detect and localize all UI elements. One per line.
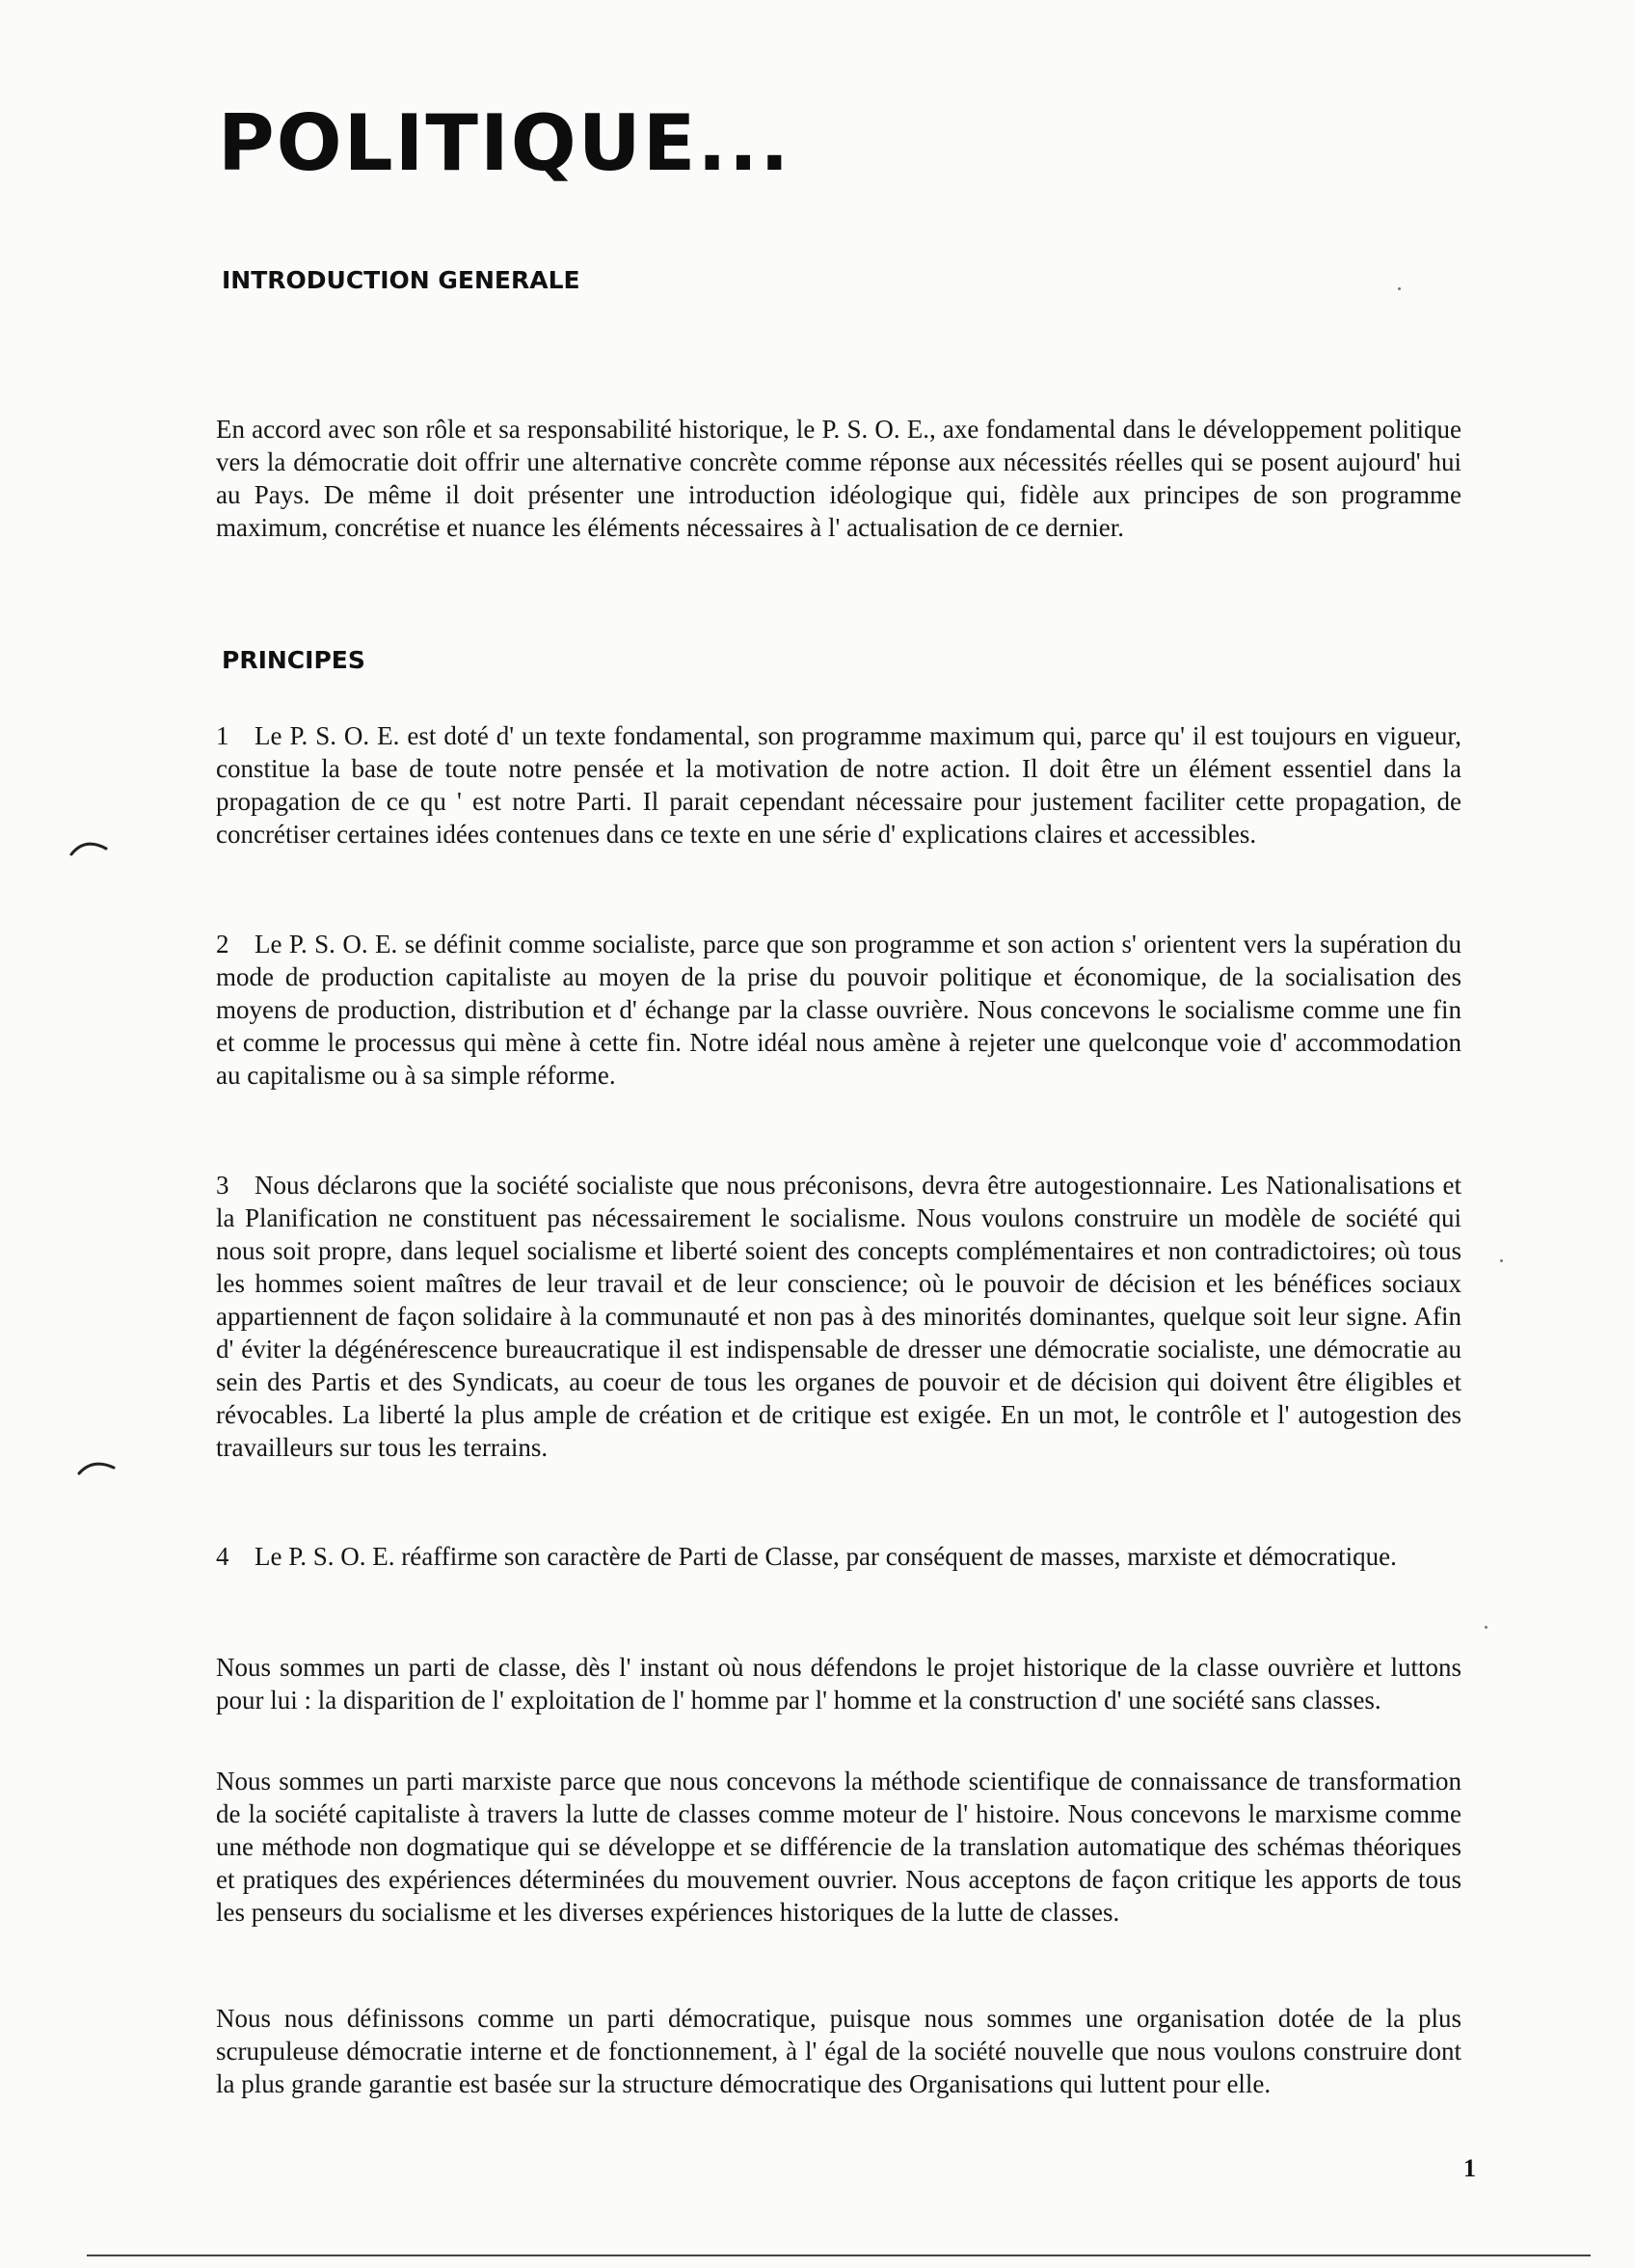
principle-paragraph	[216, 928, 1461, 1092]
principle-text: Nous déclarons que la société socialiste que nous préconisons, devra être autogestionnaire. Les Nationalisations et la Planification ne constituent pas nécessairement le socialisme. Nous voulons construire un modèle de société qui nous soit propre, dans lequel socialisme et liberté soient des concepts complémentaires et non contradictoires; où tous les hommes soient maîtres de leur travail et de leur conscience; où le pouvoir de décision et les bénéfices sociaux appartiennent de façon solidaire à la communauté et non pas à des minorités dominantes, quelque soit leur signe. Afin d' éviter la dégénérescence bureaucratique il est indispensable de dresser une démocratie socialiste, une démocratie au sein des Partis et des Syndicats, au coeur de tous les organes de pouvoir et de décision qui doivent être éligibles et révocables. La liberté la plus ample de création et de critique est exigée. En un mot, le contrôle et l' autogestion des travailleurs sur tous les terrains.	[216, 1171, 1461, 1462]
section-heading-introduction: INTRODUCTION GENERALE	[222, 266, 580, 294]
page-number: 1	[1463, 2154, 1476, 2182]
body-paragraph-democratique: Nous nous définissons comme un parti démocratique, puisque nous sommes une organisation dotée de la plus scrupuleuse démocratie interne et de fonctionnement, à l' égal de la société nouvelle que nous voulons construire dont la plus grande garantie est basée sur la structure démocratique des Organisations qui luttent pour elle.	[216, 2004, 1461, 2098]
principle-text: Le P. S. O. E. se définit comme socialiste, parce que son programme et son action s' orientent vers la supération du mode de production capitaliste au moyen de la prise du pouvoir politique et économique, de la socialisation des moyens de production, distribution et d' échange par la classe ouvrière. Nous concevons le socialisme comme une fin et comme le processus qui mène à cette fin. Notre idéal nous amène à rejeter une quelconque voie d' accommodation au capitalisme ou à sa simple réforme.	[216, 930, 1461, 1090]
principle-paragraph	[216, 1540, 1461, 1573]
bottom-rule	[87, 2254, 1591, 2256]
principle-number: 3	[216, 1171, 229, 1200]
principle-number: 2	[216, 930, 229, 958]
margin-pencil-mark	[67, 835, 110, 858]
body-paragraph-marxiste: Nous sommes un parti marxiste parce que nous concevons la méthode scientifique de connaissance de transformation de la société capitaliste à travers la lutte de classes comme moteur de l' histoire. Nous concevons le marxisme comme une méthode non dogmatique qui se développe et se différencie de la translation automatique des schémas théoriques et pratiques des expériences déterminées du mouvement ouvrier. Nous acceptons de façon critique les apports de tous les penseurs du socialisme et les diverses expériences historiques de la lutte de classes.	[216, 1767, 1461, 1927]
principle-text: Le P. S. O. E. réaffirme son caractère de Parti de Classe, par conséquent de masses, marxiste et démocratique.	[255, 1542, 1397, 1571]
body-paragraph-classe: Nous sommes un parti de classe, dès l' instant où nous défendons le projet historique de la classe ouvrière et luttons pour lui : la disparition de l' exploitation de l' homme par l' homme et la construction d' une société sans classes.	[216, 1653, 1461, 1714]
margin-pencil-mark	[75, 1456, 118, 1479]
page-title: POLITIQUE...	[218, 98, 791, 188]
scan-speck	[1398, 287, 1401, 290]
scan-speck	[1500, 1259, 1503, 1262]
principle-paragraph	[216, 1169, 1461, 1464]
scan-speck	[1485, 1626, 1488, 1629]
principle-text: Le P. S. O. E. est doté d' un texte fondamental, son programme maximum qui, parce qu' il est toujours en vigueur, constitue la base de toute notre pensée et la motivation de notre action. Il doit être un élément essentiel dans la propagation de ce qu ' est notre Parti. Il parait cependant nécessaire pour justement faciliter cette propagation, de concrétiser certaines idées contenues dans ce texte en une série d' explications claires et accessibles.	[216, 721, 1461, 849]
intro-paragraph: En accord avec son rôle et sa responsabilité historique, le P. S. O. E., axe fondamental dans le développement politique vers la démocratie doit offrir une alternative concrète comme réponse aux nécessités réelles qui se posent aujourd' hui au Pays. De même il doit présenter une introduction idéologique qui, fidèle aux principes de son programme maximum, concrétise et nuance les éléments nécessaires à l' actualisation de ce dernier.	[216, 415, 1461, 542]
section-heading-principes: PRINCIPES	[222, 646, 365, 674]
principle-number: 1	[216, 721, 229, 750]
principle-paragraph	[216, 719, 1461, 850]
principle-number: 4	[216, 1542, 229, 1571]
